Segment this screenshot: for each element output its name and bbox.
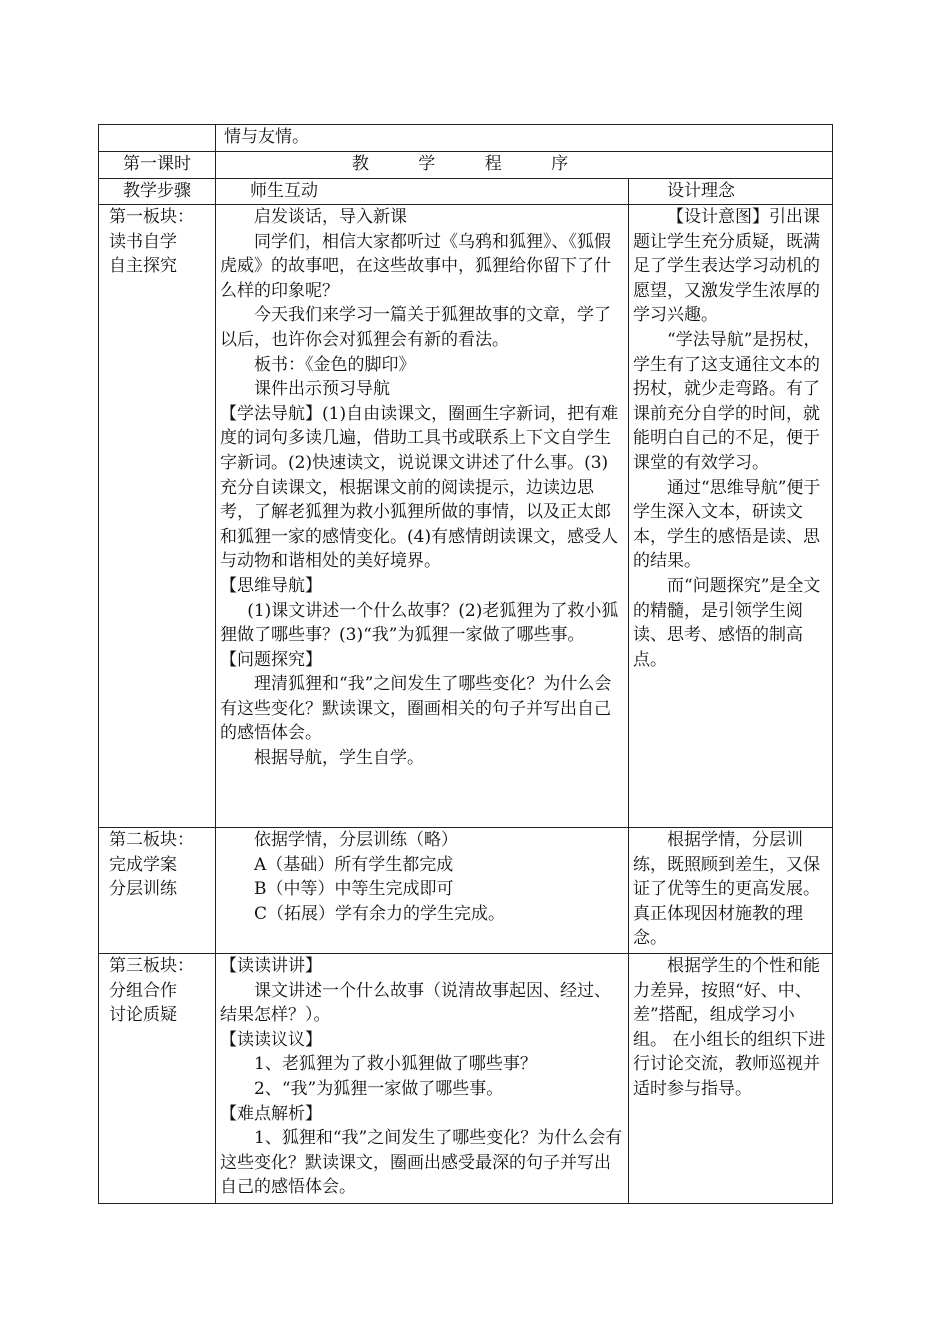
paragraph: 【问题探究】 [220,649,322,670]
block1-step-line: 自主探究 [109,256,177,277]
block1-step-line: 读书自学 [109,231,177,252]
paragraph: 同学们，相信大家都听过《乌鸦和狐狸》、《狐假虎威》的故事吧，在这些故事中，狐狸给你留下了什么样的印象呢？ [220,231,611,301]
paragraph: 通过“思维导航”便于学生深入文本，研读文本，学生的感悟是读、思的结果。 [633,477,821,572]
block3-design [629,954,833,1204]
column-header-interaction [216,179,629,205]
paragraph: 【学法导航】(1)自由读课文，圈画生字新词，把有难度的词句多读几遍，借助工具书或联系上下文自学生字新词。(2)快速读文，说说课文讲述了什么事。(3)充分自读课文，根据课文前的阅读提示，边读边思考，了解老狐狸为救小狐狸所做的事情，以及正太郎和狐狸一家的感情变化。(4)有感情朗读课文，感受人与动物和谐相处的美好境界。 [220,403,619,572]
paragraph: C（拓展）学有余力的学生完成。 [254,903,506,924]
paragraph: 今天我们来学习一篇关于狐狸故事的文章，学了以后，也许你会对狐狸会有新的看法。 [220,305,611,350]
paragraph: B（中等）中等生完成即可 [254,879,454,900]
block2-step-line: 分层训练 [109,879,177,900]
paragraph: 根据学情，分层训练，既照顾到差生，又保证了优等生的更高发展。真正体现因材施教的理念。 [633,830,820,949]
paragraph: 1、老狐狸为了救小狐狸做了哪些事？ [254,1054,537,1075]
lesson-plan-table [98,124,833,1204]
block1-step [99,205,216,828]
block2-design [629,828,833,954]
carryover-text: 情与友情。 [216,125,833,152]
paragraph: “学法导航”是拐杖，学生有了这支通往文本的拐杖，就少走弯路。有了课前充分自学的时间，就能明白自己的不足，便于课堂的有效学习。 [633,329,821,473]
paragraph: 【难点解析】 [220,1103,322,1124]
paragraph: 启发谈话，导入新课 [254,207,407,227]
block1-interaction [216,205,629,828]
table-row [99,205,833,828]
paragraph: 理清狐狸和“我”之间发生了哪些变化？为什么会有这些变化？默读课文，圈画相关的句子并写出自己的感悟体会。 [220,674,612,744]
column-header-design-text: 设计理念 [667,181,735,201]
program-heading [216,152,833,179]
paragraph: 板书：《金色的脚印》 [254,354,416,375]
paragraph: A（基础）所有学生都完成 [254,854,454,875]
block3-step-line: 分组合作 [109,980,177,1001]
paragraph: 而“问题探究”是全文的精髓，是引领学生阅读、思考、感悟的制高点。 [633,575,821,670]
lesson-label: 第一课时 [99,152,216,179]
block1-design [629,205,833,828]
table-row [99,179,833,205]
paragraph: 根据导航，学生自学。 [254,748,424,769]
paragraph: 课文讲述一个什么故事（说清故事起因、经过、结果怎样？）。 [220,980,611,1026]
block3-step-line: 第三板块： [109,956,194,976]
table-row [99,125,833,152]
block2-step [99,828,216,954]
paragraph: 课件出示预习导航 [254,379,390,400]
paragraph: 【设计意图】引出课题让学生充分质疑，既满足了学生表达学习动机的愿望，又激发学生浓厚的学习兴趣。 [633,207,820,326]
paragraph: 【读读讲讲】 [220,956,322,976]
block3-step-line: 讨论质疑 [109,1005,177,1026]
column-header-design [629,179,833,205]
table-row [99,828,833,954]
table-row [99,152,833,179]
empty-cell [99,125,216,152]
paragraph: (1)课文讲述一个什么故事？(2)老狐狸为了救小狐狸做了哪些事？(3)“我”为狐狸一家做了哪些事。 [220,600,619,646]
column-header-step: 教学步骤 [99,179,216,205]
column-header-interaction-text: 师生互动 [250,181,318,201]
block2-interaction [216,828,629,954]
paragraph: 2、“我”为狐狸一家做了哪些事。 [254,1078,504,1099]
paragraph: 根据学生的个性和能力差异，按照“好、中、差”搭配，组成学习小组。 在小组长的组织下进行讨论交流，教师巡视并适时参与指导。 [633,956,826,1099]
program-heading-text: 教 学 程 序 [351,154,591,174]
paragraph: 依据学情，分层训练（略） [254,830,458,850]
block2-step-line: 第二板块： [109,830,194,850]
block2-step-line: 完成学案 [109,854,177,875]
block3-step [99,954,216,1204]
paragraph: 【思维导航】 [220,575,322,596]
block1-step-line: 第一板块： [109,207,194,227]
block3-interaction [216,954,629,1204]
paragraph: 【读读议议】 [220,1029,322,1050]
paragraph: 1、狐狸和“我”之间发生了哪些变化？为什么会有这些变化？默读课文，圈画出感受最深的句子并写出自己的感悟体会。 [220,1128,623,1198]
table-row [99,954,833,1204]
